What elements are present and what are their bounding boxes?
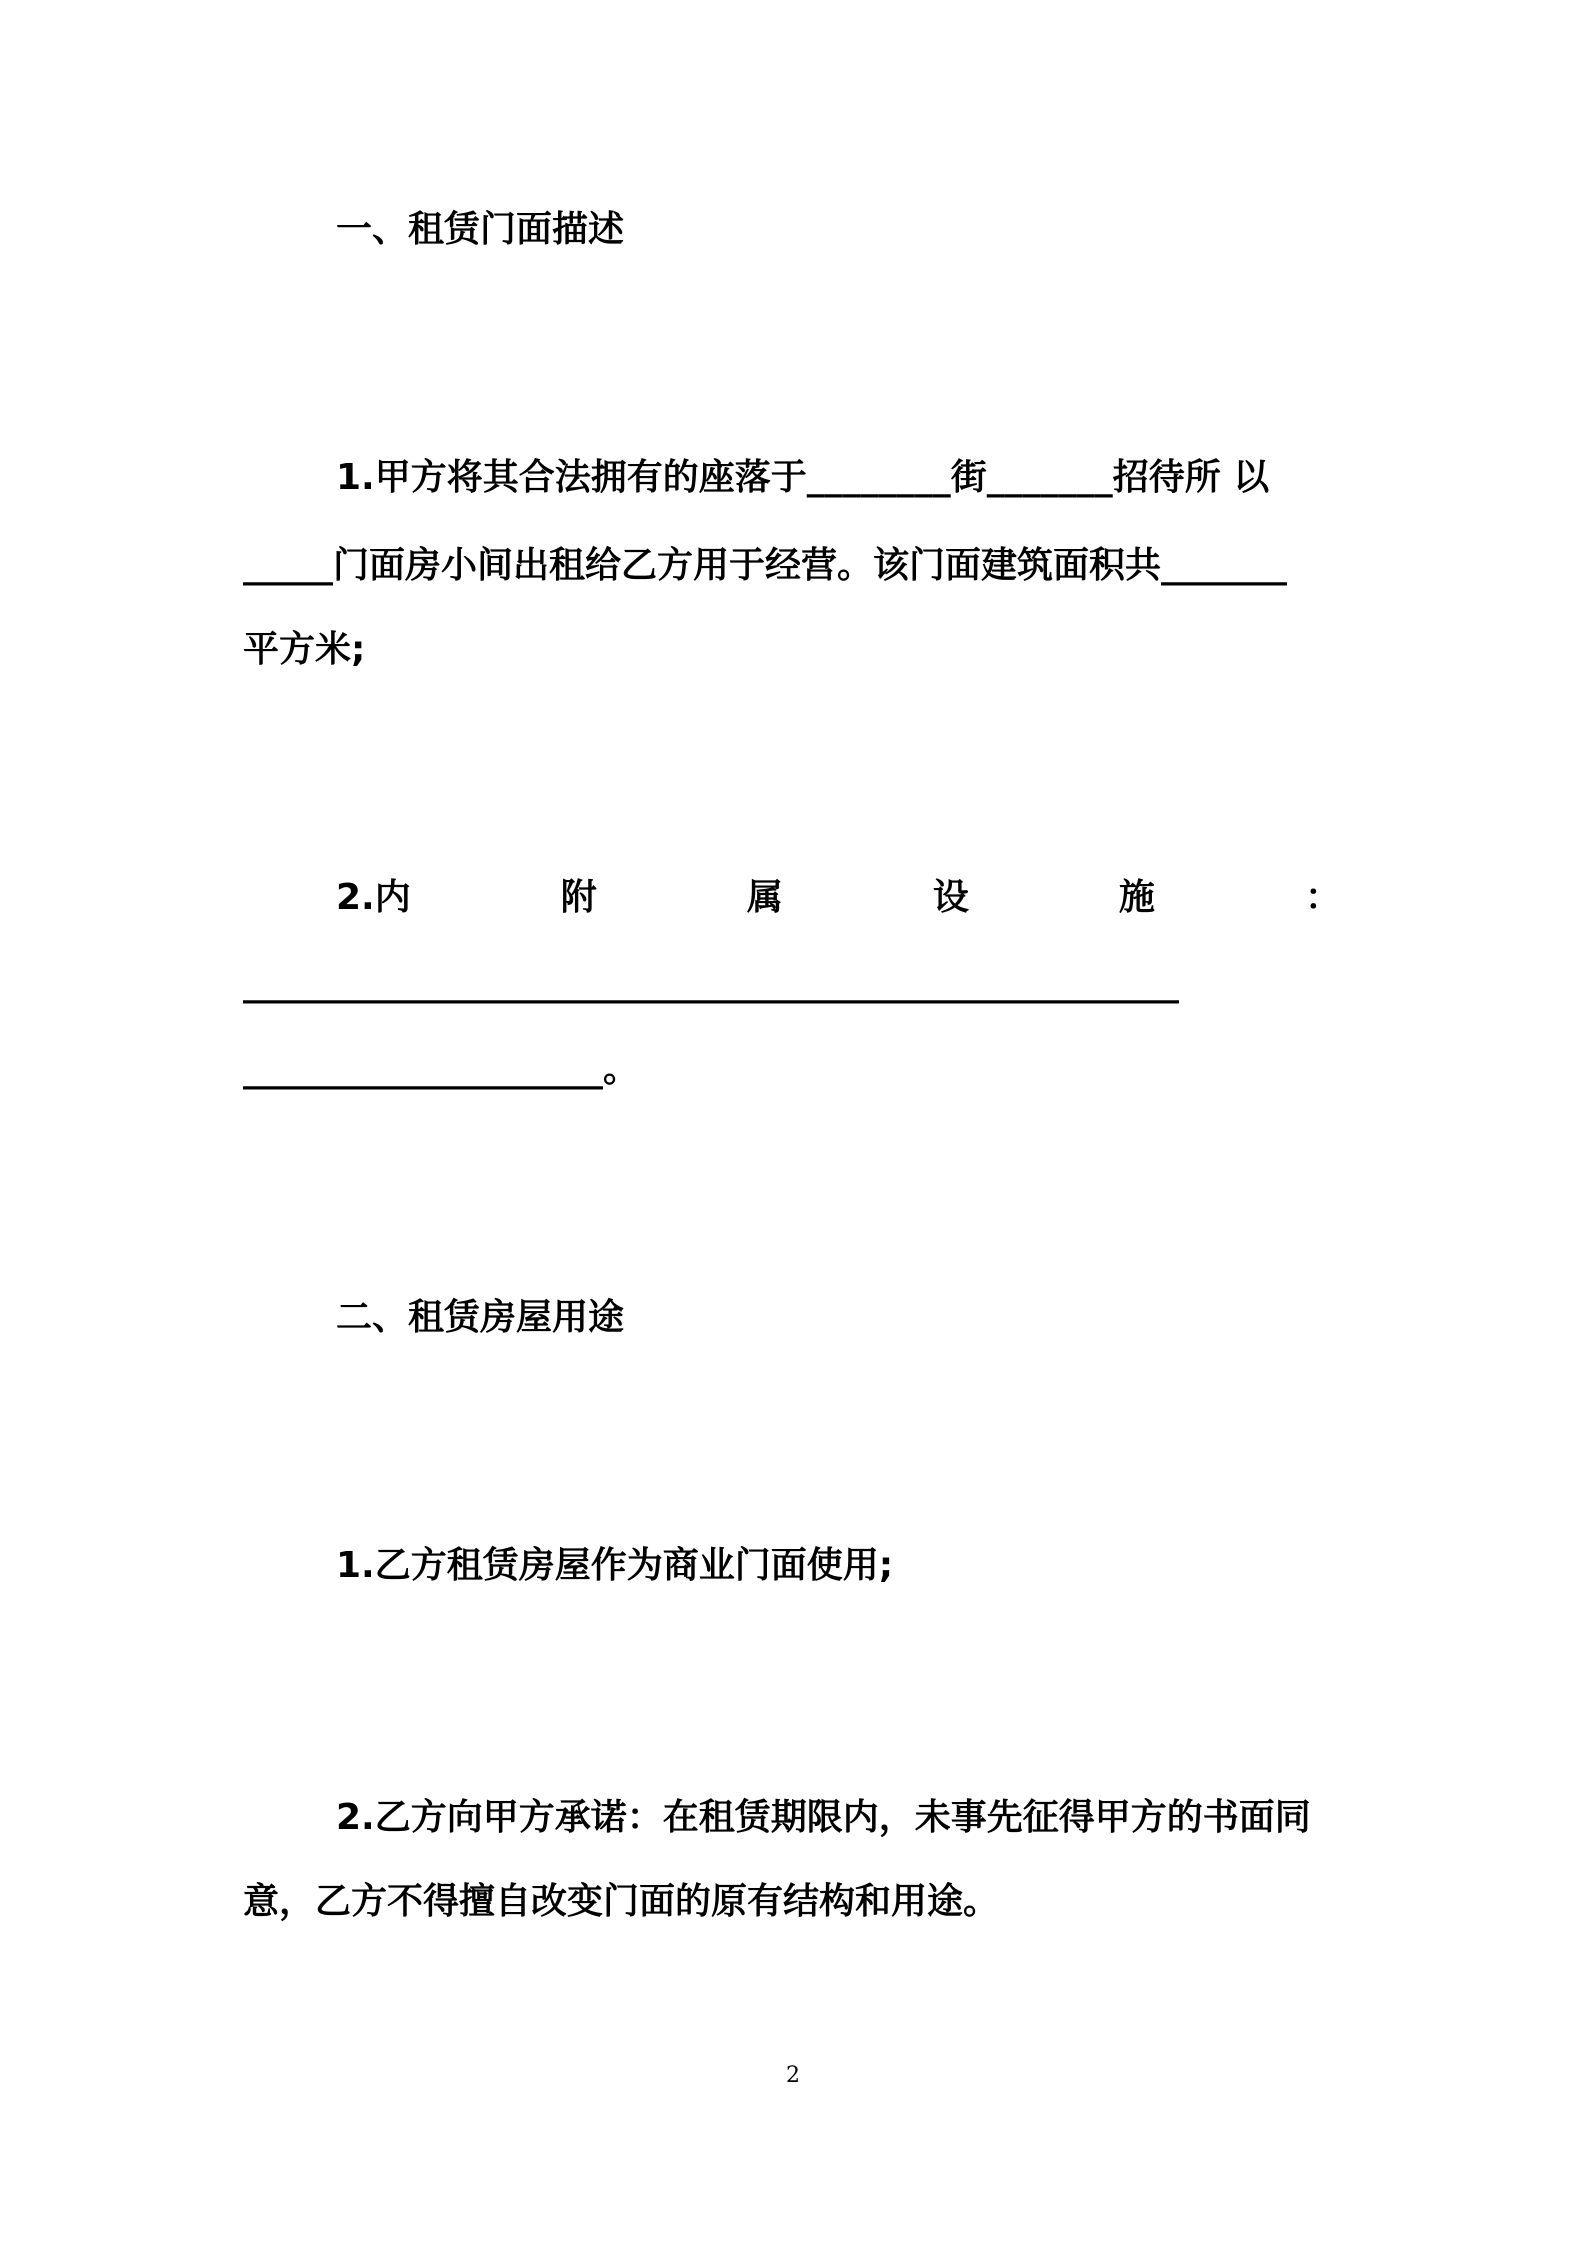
blank-fill-line: ____________________。: [243, 1049, 639, 1090]
facilities-label-part: 设: [932, 877, 969, 918]
paragraph-line: _____门面房小间出租给乙方用于经营。该门面建筑面积共_______: [243, 545, 1288, 586]
section-heading-lease-description: 一、租赁门面描述: [336, 209, 625, 250]
paragraph-line: 1.乙方租赁房屋作为商业门面使用;: [336, 1545, 894, 1586]
paragraph-line: 1.甲方将其合法拥有的座落于________街_______招待所 以: [336, 457, 1270, 498]
facilities-label-row: [336, 876, 1341, 920]
facilities-label-part: 附: [560, 877, 597, 918]
section-heading-usage: 二、租赁房屋用途: [336, 1297, 625, 1338]
paragraph-line: 平方米;: [243, 629, 366, 670]
facilities-label-part: 2.内: [336, 877, 411, 918]
page-number: 2: [786, 2063, 800, 2088]
facilities-label-part: ：: [1304, 877, 1341, 918]
facilities-label-part: 施: [1118, 877, 1155, 918]
paragraph-line: 意，乙方不得擅自改变门面的原有结构和用途。: [243, 1881, 1000, 1922]
blank-fill-line: ____________________________________________________: [243, 963, 1179, 1004]
paragraph-line: 2.乙方向甲方承诺：在租赁期限内，未事先征得甲方的书面同: [336, 1797, 1311, 1838]
facilities-label-part: 属: [746, 877, 783, 918]
